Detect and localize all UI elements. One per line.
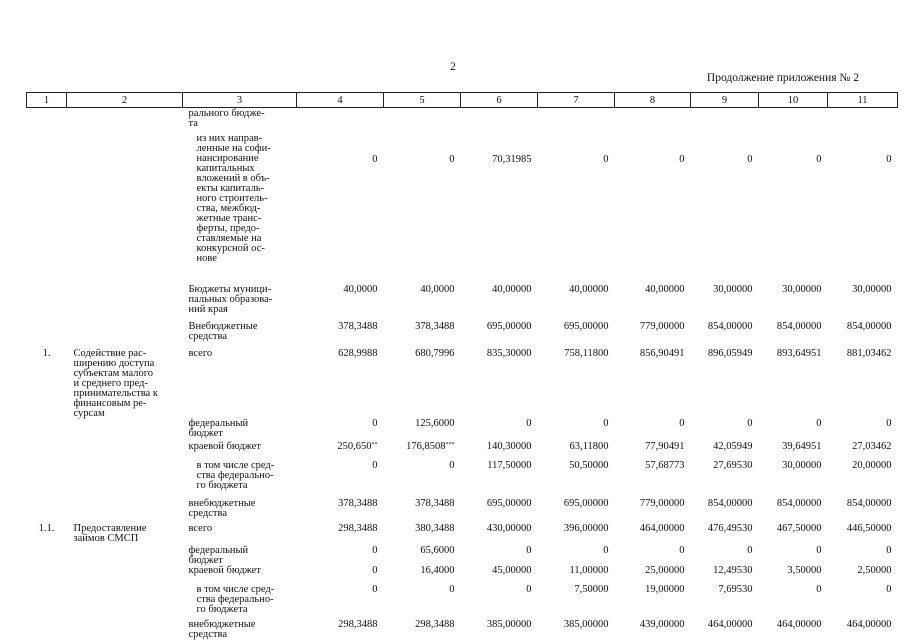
task-name bbox=[67, 134, 183, 280]
value-cell: 0 bbox=[449, 583, 455, 595]
value-cell: 176,8508*** bbox=[406, 440, 455, 452]
value-cell: 57,68773 bbox=[645, 459, 685, 471]
budget-table bbox=[26, 92, 898, 641]
value-cell: 0 bbox=[449, 459, 455, 471]
table-row bbox=[27, 461, 898, 494]
value-cell: 40,00000 bbox=[645, 283, 685, 295]
value-cell: 854,00000 bbox=[846, 497, 892, 509]
funding-source: всего bbox=[188, 522, 213, 534]
value-cell: 680,7996 bbox=[415, 347, 455, 359]
value-cell: 0 bbox=[816, 153, 822, 165]
value-cell: 378,3488 bbox=[415, 497, 455, 509]
value-cell: 45,00000 bbox=[492, 564, 532, 576]
value-cell: 0 bbox=[526, 417, 532, 429]
header-cell: 6 bbox=[461, 93, 538, 108]
task-name bbox=[67, 544, 183, 566]
footnote-mark: *** bbox=[445, 441, 455, 448]
item-number bbox=[27, 617, 67, 641]
table-row bbox=[27, 566, 898, 580]
value-cell: 467,50000 bbox=[776, 522, 822, 534]
value-cell: 464,00000 bbox=[776, 618, 822, 630]
task-name bbox=[67, 580, 183, 617]
header-row bbox=[27, 93, 898, 108]
value-cell bbox=[759, 108, 828, 134]
value-cell: 0 bbox=[372, 583, 378, 595]
value-cell: 30,00000 bbox=[713, 283, 753, 295]
value-cell: 0 bbox=[679, 544, 685, 556]
item-number bbox=[27, 108, 67, 134]
value-cell: 896,05949 bbox=[707, 347, 753, 359]
value-cell: 65,6000 bbox=[420, 544, 455, 556]
funding-source: краевой бюджет bbox=[188, 564, 261, 576]
value-cell bbox=[691, 108, 759, 134]
value-cell: 0 bbox=[816, 417, 822, 429]
value-cell: 70,31985 bbox=[492, 153, 532, 165]
value-cell: 30,00000 bbox=[782, 459, 822, 471]
value-cell: 77,90491 bbox=[645, 440, 685, 452]
value-cell: 0 bbox=[747, 544, 753, 556]
table-row bbox=[27, 134, 898, 280]
value-cell bbox=[828, 108, 898, 134]
item-number: 1. bbox=[42, 347, 51, 359]
value-cell: 0 bbox=[372, 564, 378, 576]
funding-source: краевой бюджет bbox=[188, 440, 261, 452]
header-cell: 4 bbox=[297, 93, 384, 108]
value-cell: 50,50000 bbox=[569, 459, 609, 471]
header-cell: 8 bbox=[615, 93, 691, 108]
funding-source: в том числе сред- ства федерально- го бюджета bbox=[196, 459, 275, 491]
value-cell: 0 bbox=[816, 544, 822, 556]
value-cell: 27,69530 bbox=[713, 459, 753, 471]
value-cell: 385,00000 bbox=[563, 618, 609, 630]
value-cell: 695,00000 bbox=[563, 497, 609, 509]
value-cell: 0 bbox=[372, 459, 378, 471]
value-cell: 298,3488 bbox=[338, 522, 378, 534]
value-cell: 854,00000 bbox=[776, 320, 822, 332]
value-cell: 854,00000 bbox=[846, 320, 892, 332]
table-row bbox=[27, 580, 898, 617]
value-cell: 385,00000 bbox=[486, 618, 532, 630]
value-cell: 695,00000 bbox=[486, 320, 532, 332]
value-cell: 0 bbox=[526, 583, 532, 595]
value-cell bbox=[461, 108, 538, 134]
value-cell: 16,4000 bbox=[420, 564, 455, 576]
value-cell: 3,50000 bbox=[787, 564, 822, 576]
value-cell: 7,50000 bbox=[574, 583, 609, 595]
value-cell: 439,00000 bbox=[639, 618, 685, 630]
value-cell: 39,64951 bbox=[782, 440, 822, 452]
value-cell: 779,00000 bbox=[639, 497, 685, 509]
footnote-mark: ** bbox=[371, 441, 378, 448]
value-cell: 298,3488 bbox=[415, 618, 455, 630]
value-cell: 30,00000 bbox=[782, 283, 822, 295]
value-cell: 430,00000 bbox=[486, 522, 532, 534]
value-cell: 0 bbox=[816, 583, 822, 595]
value-cell: 380,3488 bbox=[415, 522, 455, 534]
table-row bbox=[27, 344, 898, 419]
value-cell: 0 bbox=[372, 544, 378, 556]
task-name bbox=[67, 566, 183, 580]
value-cell: 695,00000 bbox=[563, 320, 609, 332]
task-name bbox=[67, 419, 183, 440]
value-cell: 40,0000 bbox=[343, 283, 378, 295]
value-cell: 40,00000 bbox=[569, 283, 609, 295]
value-cell: 0 bbox=[886, 544, 892, 556]
item-number bbox=[27, 580, 67, 617]
task-name bbox=[67, 316, 183, 344]
header-cell: 7 bbox=[538, 93, 615, 108]
header-cell: 9 bbox=[691, 93, 759, 108]
value-cell: 0 bbox=[603, 153, 609, 165]
appendix-continuation-label: Продолжение приложения № 2 bbox=[706, 72, 859, 84]
value-cell: 835,30000 bbox=[486, 347, 532, 359]
item-number bbox=[27, 544, 67, 566]
value-cell: 758,11800 bbox=[564, 347, 609, 359]
value-cell: 27,03462 bbox=[852, 440, 892, 452]
task-name bbox=[67, 494, 183, 520]
funding-source: Внебюджетные средства bbox=[188, 320, 258, 342]
header-cell: 2 bbox=[67, 93, 183, 108]
table-row bbox=[27, 280, 898, 316]
value-cell: 2,50000 bbox=[857, 564, 892, 576]
funding-source: рального бюдже- та bbox=[188, 108, 265, 129]
header-cell: 1 bbox=[27, 93, 67, 108]
value-cell: 250,650** bbox=[337, 440, 378, 452]
value-cell: 779,00000 bbox=[639, 320, 685, 332]
item-number bbox=[27, 280, 67, 316]
value-cell: 0 bbox=[603, 544, 609, 556]
table-row bbox=[27, 544, 898, 566]
funding-source: из них направ- ленные на софи- нансирование капитальных вложений в объ- екты капиталь- ного строитель- ства, межбюд- жетные транс- ферты, предо- ставляемые на конкурсной ос- нове bbox=[196, 132, 271, 264]
task-name bbox=[67, 440, 183, 461]
task-name: Содействие рас- ширению доступа субъектам малого и среднего пред- принимательства к финансовым ре- сурсам bbox=[73, 347, 158, 419]
table-row bbox=[27, 419, 898, 440]
header-cell: 11 bbox=[828, 93, 898, 108]
item-number bbox=[27, 461, 67, 494]
value-cell: 464,00000 bbox=[707, 618, 753, 630]
value-cell: 40,0000 bbox=[420, 283, 455, 295]
value-cell: 856,90491 bbox=[639, 347, 685, 359]
value-cell: 25,00000 bbox=[645, 564, 685, 576]
value-cell: 0 bbox=[747, 153, 753, 165]
value-cell: 378,3488 bbox=[338, 320, 378, 332]
item-number bbox=[27, 566, 67, 580]
value-cell: 0 bbox=[679, 153, 685, 165]
value-cell: 12,49530 bbox=[713, 564, 753, 576]
header-cell: 3 bbox=[183, 93, 297, 108]
value-cell bbox=[297, 108, 384, 134]
value-cell: 0 bbox=[886, 417, 892, 429]
value-cell: 63,11800 bbox=[569, 440, 609, 452]
value-cell: 464,00000 bbox=[846, 618, 892, 630]
value-cell: 476,49530 bbox=[707, 522, 753, 534]
value-cell: 378,3488 bbox=[338, 497, 378, 509]
value-cell: 0 bbox=[747, 417, 753, 429]
value-cell: 140,30000 bbox=[486, 440, 532, 452]
task-name bbox=[67, 280, 183, 316]
task-name bbox=[67, 461, 183, 494]
value-cell bbox=[538, 108, 615, 134]
item-number bbox=[27, 316, 67, 344]
funding-source: внебюджетные средства bbox=[188, 618, 256, 640]
value-cell: 0 bbox=[886, 153, 892, 165]
value-cell: 881,03462 bbox=[846, 347, 892, 359]
value-cell: 7,69530 bbox=[718, 583, 753, 595]
table-row bbox=[27, 108, 898, 134]
value-cell: 396,00000 bbox=[563, 522, 609, 534]
value-cell: 42,05949 bbox=[713, 440, 753, 452]
value-cell: 298,3488 bbox=[338, 618, 378, 630]
table-row bbox=[27, 316, 898, 344]
funding-source: федеральный бюджет bbox=[188, 544, 249, 566]
funding-source: всего bbox=[188, 347, 213, 359]
funding-source: внебюджетные средства bbox=[188, 497, 256, 519]
value-cell: 11,00000 bbox=[569, 564, 609, 576]
value-cell: 0 bbox=[886, 583, 892, 595]
table-row bbox=[27, 440, 898, 461]
value-cell: 378,3488 bbox=[415, 320, 455, 332]
item-number bbox=[27, 440, 67, 461]
value-cell: 20,00000 bbox=[852, 459, 892, 471]
table-body bbox=[27, 108, 898, 641]
value-cell: 464,00000 bbox=[639, 522, 685, 534]
value-cell: 0 bbox=[449, 153, 455, 165]
item-number: 1.1. bbox=[38, 522, 55, 534]
header-cell: 5 bbox=[384, 93, 461, 108]
value-cell bbox=[615, 108, 691, 134]
header-cell: 10 bbox=[759, 93, 828, 108]
value-cell: 854,00000 bbox=[707, 497, 753, 509]
item-number bbox=[27, 134, 67, 280]
task-name bbox=[67, 617, 183, 641]
value-cell: 19,00000 bbox=[645, 583, 685, 595]
value-cell: 0 bbox=[526, 544, 532, 556]
value-cell: 854,00000 bbox=[776, 497, 822, 509]
value-cell: 695,00000 bbox=[486, 497, 532, 509]
value-cell bbox=[384, 108, 461, 134]
value-cell: 0 bbox=[372, 153, 378, 165]
item-number bbox=[27, 494, 67, 520]
value-cell: 30,00000 bbox=[852, 283, 892, 295]
table-row bbox=[27, 520, 898, 544]
value-cell: 0 bbox=[679, 417, 685, 429]
value-cell: 40,00000 bbox=[492, 283, 532, 295]
page-number: 2 bbox=[450, 61, 456, 73]
funding-source: Бюджеты муници- пальных образова- ний края bbox=[188, 283, 273, 315]
value-cell: 117,50000 bbox=[487, 459, 532, 471]
value-cell: 0 bbox=[372, 417, 378, 429]
table-row bbox=[27, 494, 898, 520]
value-cell: 0 bbox=[603, 417, 609, 429]
value-cell: 628,9988 bbox=[338, 347, 378, 359]
task-name bbox=[67, 108, 183, 134]
item-number bbox=[27, 419, 67, 440]
funding-source: в том числе сред- ства федерально- го бюджета bbox=[196, 583, 275, 615]
value-cell: 125,6000 bbox=[415, 417, 455, 429]
task-name: Предоставление займов СМСП bbox=[73, 522, 147, 544]
funding-source: федеральный бюджет bbox=[188, 417, 249, 439]
value-cell: 446,50000 bbox=[846, 522, 892, 534]
value-cell: 854,00000 bbox=[707, 320, 753, 332]
table-row bbox=[27, 617, 898, 641]
value-cell: 893,64951 bbox=[776, 347, 822, 359]
